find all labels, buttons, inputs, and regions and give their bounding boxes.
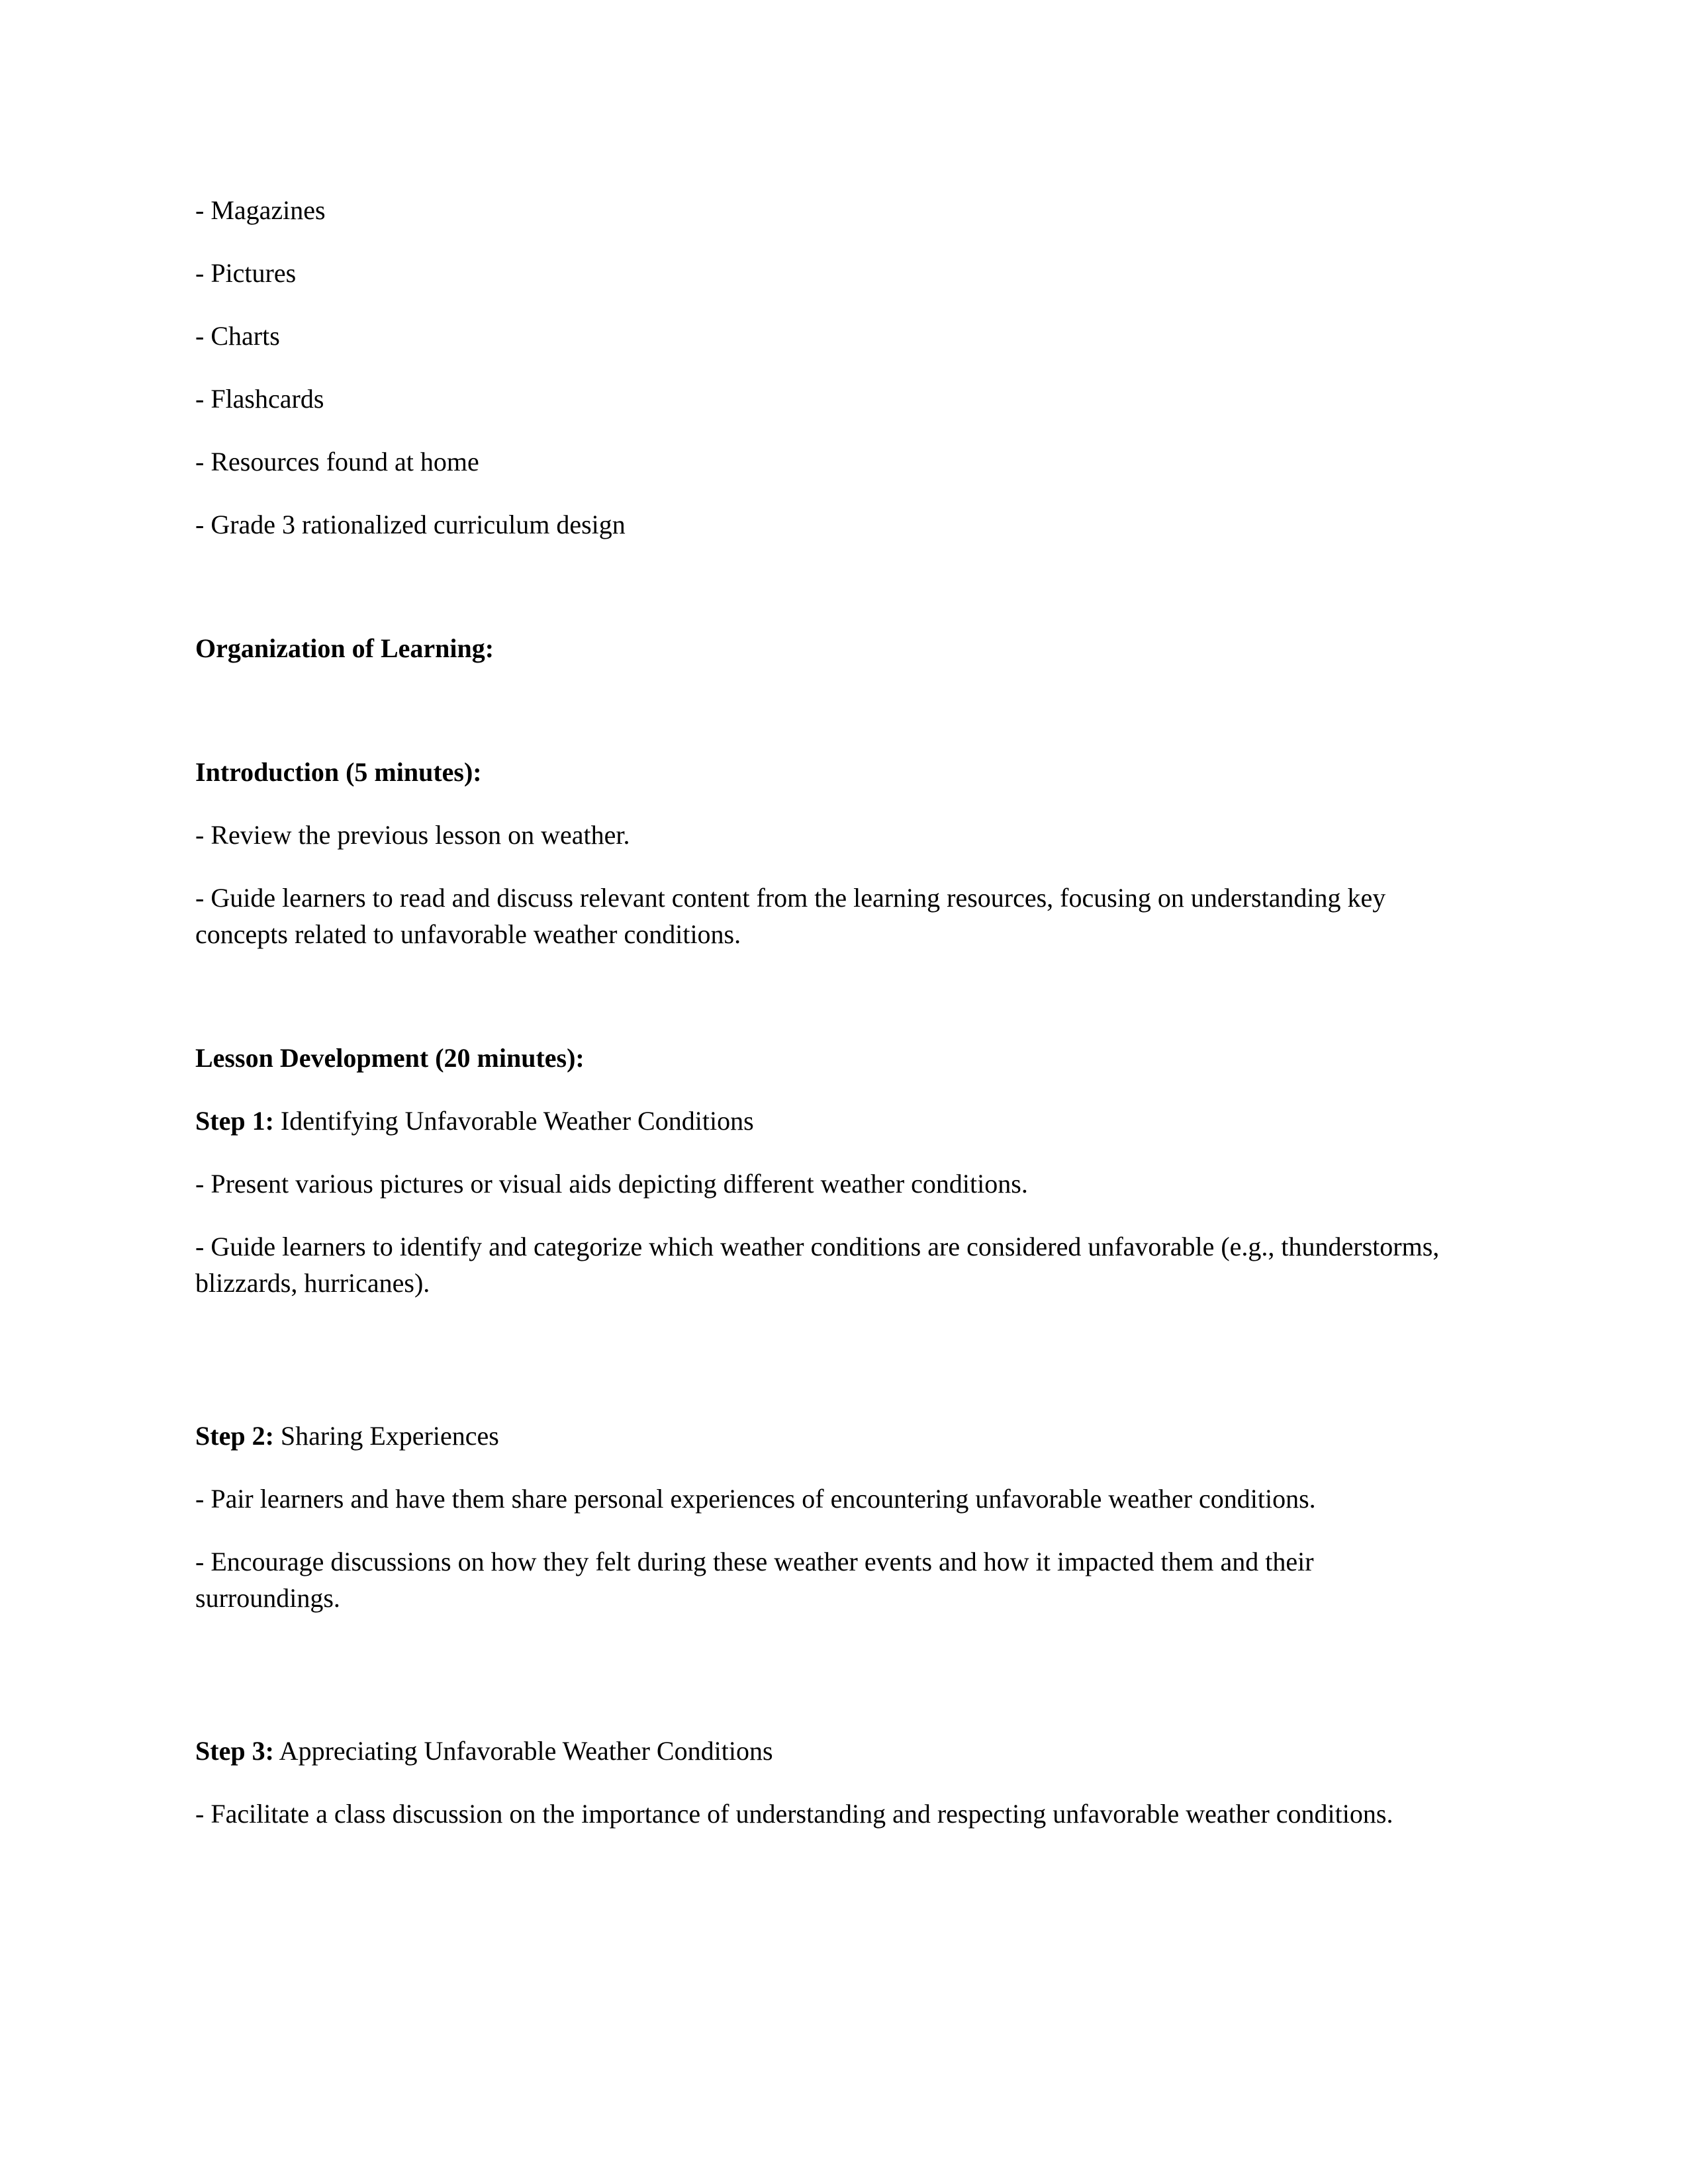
step-title-1 [195, 1103, 1443, 1139]
step-title-2 [195, 1418, 1443, 1454]
section-heading-introduction: Introduction (5 minutes): [195, 757, 482, 787]
step-title-text-3: Appreciating Unfavorable Weather Conditions [273, 1736, 773, 1766]
step-bullet: - Guide learners to identify and categorize which weather conditions are considered unfavorable (e.g., thunderstorms, blizzards, hurricanes). [195, 1232, 1440, 1298]
list-item: - Magazines [195, 195, 326, 225]
step-bullet: - Pair learners and have them share personal experiences of encountering unfavorable weather conditions. [195, 1484, 1316, 1514]
introduction-bullet: - Guide learners to read and discuss relevant content from the learning resources, focusing on understanding key concepts related to unfavorable weather conditions. [195, 883, 1386, 949]
spacer [195, 569, 1443, 630]
introduction-bullet: - Review the previous lesson on weather. [195, 820, 630, 850]
step-label-3: Step 3: [195, 1736, 274, 1766]
step-bullet: - Present various pictures or visual aids depicting different weather conditions. [195, 1169, 1028, 1199]
spacer [195, 1643, 1443, 1733]
spacer [195, 1328, 1443, 1418]
section-heading-lesson-development: Lesson Development (20 minutes): [195, 1043, 585, 1073]
step-title-3 [195, 1733, 1443, 1769]
section-heading-organization: Organization of Learning: [195, 633, 494, 663]
step-title-text-1: Identifying Unfavorable Weather Conditions [273, 1106, 754, 1136]
list-item: - Resources found at home [195, 447, 479, 477]
list-item: - Pictures [195, 258, 297, 288]
list-item: - Charts [195, 321, 280, 351]
step-bullet: - Facilitate a class discussion on the importance of understanding and respecting unfavorable weather conditions. [195, 1799, 1393, 1829]
spacer [195, 693, 1443, 754]
list-item: - Grade 3 rationalized curriculum design [195, 510, 626, 539]
step-bullet: - Encourage discussions on how they felt during these weather events and how it impacted them and their surroundings. [195, 1547, 1314, 1613]
step-label-2: Step 2: [195, 1421, 274, 1451]
document-body [195, 192, 1443, 1832]
spacer [195, 979, 1443, 1040]
step-label-1: Step 1: [195, 1106, 274, 1136]
step-title-text-2: Sharing Experiences [273, 1421, 499, 1451]
list-item: - Flashcards [195, 384, 324, 414]
